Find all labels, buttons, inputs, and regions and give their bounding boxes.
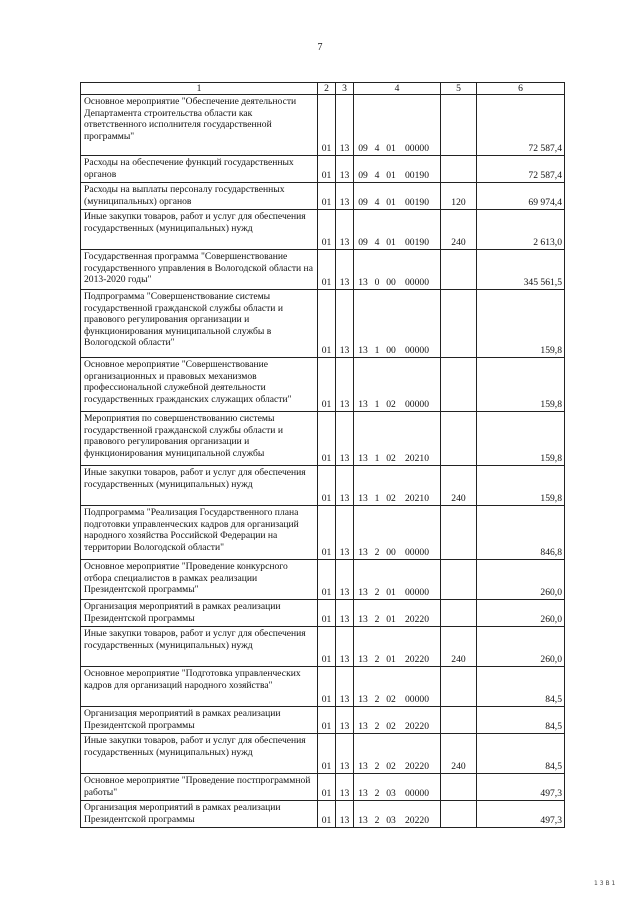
row-amount: 72 587,4 [477, 95, 565, 156]
row-col-5 [441, 600, 477, 627]
row-col-5 [441, 358, 477, 412]
row-col-3: 13 [336, 734, 354, 774]
row-col-2: 01 [318, 250, 336, 290]
row-amount: 345 561,5 [477, 250, 565, 290]
row-amount: 260,0 [477, 627, 565, 667]
row-col-3: 13 [336, 506, 354, 560]
row-col-3: 13 [336, 156, 354, 183]
row-amount: 84,5 [477, 667, 565, 707]
code-part: 01 [386, 237, 396, 249]
code-part: 00000 [405, 587, 429, 599]
code-part: 09 [358, 170, 368, 182]
row-name: Иные закупки товаров, работ и услуг для обеспечения государственных (муниципальных) нужд [81, 210, 318, 250]
row-col-2: 01 [318, 707, 336, 734]
row-col-5 [441, 774, 477, 801]
row-amount: 846,8 [477, 506, 565, 560]
row-col-3: 13 [336, 412, 354, 466]
code-part: 20210 [405, 453, 429, 465]
table-row [81, 290, 565, 358]
table-row [81, 183, 565, 210]
code-part: 03 [386, 788, 396, 800]
row-name: Мероприятия по совершенствованию системы государственной гражданской службы области и правового регулирования организации и функционирования муниципальной службы [81, 412, 318, 466]
row-col-5 [441, 412, 477, 466]
code-part: 09 [358, 197, 368, 209]
code-part: 01 [386, 170, 396, 182]
row-amount: 260,0 [477, 560, 565, 600]
code-part: 2 [374, 694, 380, 706]
row-name: Государственная программа "Совершенствование государственного управления в Вологодской области на 2013-2020 годы" [81, 250, 318, 290]
row-col-5: 240 [441, 210, 477, 250]
table-row [81, 358, 565, 412]
row-col-5 [441, 156, 477, 183]
code-part: 20220 [405, 721, 429, 733]
row-col-2: 01 [318, 627, 336, 667]
code-part: 13 [358, 694, 368, 706]
row-col-5 [441, 560, 477, 600]
code-part: 4 [374, 170, 380, 182]
code-part: 00000 [405, 399, 429, 411]
header-cell-4: 4 [354, 83, 441, 95]
code-part: 13 [358, 345, 368, 357]
header-cell-1: 1 [81, 83, 318, 95]
code-part: 02 [386, 399, 396, 411]
row-code [354, 801, 441, 828]
row-col-5: 240 [441, 627, 477, 667]
code-part: 2 [374, 815, 380, 827]
code-part: 1 [374, 453, 380, 465]
row-col-3: 13 [336, 801, 354, 828]
row-col-3: 13 [336, 95, 354, 156]
code-part: 00 [386, 277, 396, 289]
code-part: 4 [374, 197, 380, 209]
code-part: 00 [386, 547, 396, 559]
table-row [81, 734, 565, 774]
row-amount: 72 587,4 [477, 156, 565, 183]
code-part: 00 [386, 345, 396, 357]
code-part: 13 [358, 654, 368, 666]
code-part: 2 [374, 587, 380, 599]
code-part: 02 [386, 493, 396, 505]
table-row [81, 560, 565, 600]
code-part: 2 [374, 547, 380, 559]
row-col-2: 01 [318, 183, 336, 210]
code-part: 13 [358, 493, 368, 505]
table-row [81, 506, 565, 560]
code-part: 20210 [405, 493, 429, 505]
code-part: 13 [358, 547, 368, 559]
row-col-3: 13 [336, 667, 354, 707]
row-name: Расходы на выплаты персоналу государственных (муниципальных) органов [81, 183, 318, 210]
code-part: 00190 [405, 170, 429, 182]
row-code [354, 774, 441, 801]
table-row [81, 156, 565, 183]
row-amount: 159,8 [477, 358, 565, 412]
row-code [354, 250, 441, 290]
row-amount: 2 613,0 [477, 210, 565, 250]
row-amount: 69 974,4 [477, 183, 565, 210]
code-part: 4 [374, 237, 380, 249]
row-col-2: 01 [318, 600, 336, 627]
table-row [81, 210, 565, 250]
row-code [354, 210, 441, 250]
code-part: 02 [386, 721, 396, 733]
code-part: 2 [374, 788, 380, 800]
row-col-2: 01 [318, 801, 336, 828]
row-name: Основное мероприятие "Подготовка управленческих кадров для организаций народного хозяйства" [81, 667, 318, 707]
table-row [81, 250, 565, 290]
row-col-5 [441, 667, 477, 707]
row-code [354, 560, 441, 600]
row-col-5: 120 [441, 183, 477, 210]
row-amount: 260,0 [477, 600, 565, 627]
code-part: 02 [386, 453, 396, 465]
table-row [81, 466, 565, 506]
code-part: 03 [386, 815, 396, 827]
row-col-3: 13 [336, 290, 354, 358]
code-part: 20220 [405, 614, 429, 626]
row-code [354, 156, 441, 183]
row-code [354, 600, 441, 627]
row-amount: 159,8 [477, 412, 565, 466]
code-part: 13 [358, 453, 368, 465]
row-code [354, 734, 441, 774]
row-col-5 [441, 801, 477, 828]
row-name: Основное мероприятие "Обеспечение деятельности Департамента строительства области как ответственного исполнителя государственной программы" [81, 95, 318, 156]
row-name: Организация мероприятий в рамках реализации Президентской программы [81, 707, 318, 734]
code-part: 2 [374, 654, 380, 666]
row-col-3: 13 [336, 560, 354, 600]
code-part: 01 [386, 587, 396, 599]
row-name: Иные закупки товаров, работ и услуг для обеспечения государственных (муниципальных) нужд [81, 627, 318, 667]
row-col-3: 13 [336, 774, 354, 801]
row-name: Основное мероприятие "Проведение постпрограммной работы" [81, 774, 318, 801]
code-part: 00190 [405, 237, 429, 249]
row-amount: 497,3 [477, 801, 565, 828]
row-col-3: 13 [336, 466, 354, 506]
row-col-2: 01 [318, 290, 336, 358]
table-row [81, 707, 565, 734]
header-cell-6: 6 [477, 83, 565, 95]
row-col-2: 01 [318, 560, 336, 600]
row-amount: 497,3 [477, 774, 565, 801]
code-part: 00000 [405, 547, 429, 559]
code-part: 4 [374, 143, 380, 155]
table-row [81, 627, 565, 667]
row-amount: 159,8 [477, 466, 565, 506]
code-part: 0 [374, 277, 380, 289]
code-part: 2 [374, 614, 380, 626]
code-part: 20220 [405, 654, 429, 666]
row-col-2: 01 [318, 466, 336, 506]
code-part: 13 [358, 399, 368, 411]
code-part: 13 [358, 277, 368, 289]
code-part: 09 [358, 237, 368, 249]
row-code [354, 183, 441, 210]
code-part: 13 [358, 614, 368, 626]
row-col-5 [441, 707, 477, 734]
row-col-2: 01 [318, 774, 336, 801]
row-code [354, 667, 441, 707]
row-col-2: 01 [318, 210, 336, 250]
row-name: Подпрограмма "Совершенствование системы государственной гражданской службы области и правового регулирования организации и функционирования муниципальной службы в Вологодской области" [81, 290, 318, 358]
row-col-5: 240 [441, 466, 477, 506]
row-code [354, 627, 441, 667]
row-col-3: 13 [336, 250, 354, 290]
row-name: Организация мероприятий в рамках реализации Президентской программы [81, 801, 318, 828]
row-name: Подпрограмма "Реализация Государственного плана подготовки управленческих кадров для организаций народного хозяйства Российской Федерации на территории Вологодской области" [81, 506, 318, 560]
table-row [81, 412, 565, 466]
row-code [354, 466, 441, 506]
row-col-5 [441, 250, 477, 290]
code-part: 13 [358, 788, 368, 800]
header-cell-3: 3 [336, 83, 354, 95]
code-part: 13 [358, 587, 368, 599]
code-part: 01 [386, 654, 396, 666]
code-part: 1 [374, 399, 380, 411]
code-part: 13 [358, 761, 368, 773]
code-part: 01 [386, 197, 396, 209]
code-part: 00000 [405, 788, 429, 800]
row-code [354, 506, 441, 560]
row-col-3: 13 [336, 627, 354, 667]
row-code [354, 707, 441, 734]
code-part: 13 [358, 815, 368, 827]
row-code [354, 95, 441, 156]
table-row [81, 801, 565, 828]
table-row [81, 600, 565, 627]
footer-mark: 1 3 В 1 [594, 880, 616, 887]
row-col-3: 13 [336, 600, 354, 627]
table-row [81, 774, 565, 801]
code-part: 2 [374, 761, 380, 773]
row-col-2: 01 [318, 506, 336, 560]
row-col-3: 13 [336, 358, 354, 412]
row-name: Иные закупки товаров, работ и услуг для обеспечения государственных (муниципальных) нужд [81, 734, 318, 774]
row-col-5 [441, 290, 477, 358]
row-col-3: 13 [336, 210, 354, 250]
code-part: 20220 [405, 761, 429, 773]
code-part: 01 [386, 143, 396, 155]
code-part: 1 [374, 345, 380, 357]
row-col-3: 13 [336, 707, 354, 734]
row-name: Организация мероприятий в рамках реализации Президентской программы [81, 600, 318, 627]
row-name: Основное мероприятие "Проведение конкурсного отбора специалистов в рамках реализации Президентской программы" [81, 560, 318, 600]
code-part: 02 [386, 761, 396, 773]
row-name: Иные закупки товаров, работ и услуг для обеспечения государственных (муниципальных) нужд [81, 466, 318, 506]
row-col-2: 01 [318, 156, 336, 183]
row-amount: 159,8 [477, 290, 565, 358]
row-col-2: 01 [318, 667, 336, 707]
row-name: Основное мероприятие "Совершенствование организационных и правовых механизмов профессиональной служебной деятельности государственных гражданских служащих области" [81, 358, 318, 412]
row-col-2: 01 [318, 412, 336, 466]
code-part: 1 [374, 493, 380, 505]
row-name: Расходы на обеспечение функций государственных органов [81, 156, 318, 183]
table-row [81, 667, 565, 707]
row-col-5 [441, 506, 477, 560]
page-number: 7 [317, 42, 323, 53]
code-part: 00000 [405, 277, 429, 289]
row-col-2: 01 [318, 358, 336, 412]
code-part: 2 [374, 721, 380, 733]
row-col-3: 13 [336, 183, 354, 210]
code-part: 00000 [405, 345, 429, 357]
code-part: 01 [386, 614, 396, 626]
row-col-2: 01 [318, 734, 336, 774]
code-part: 00190 [405, 197, 429, 209]
row-col-5 [441, 95, 477, 156]
row-code [354, 358, 441, 412]
code-part: 13 [358, 721, 368, 733]
code-part: 02 [386, 694, 396, 706]
table-row [81, 95, 565, 156]
code-part: 00000 [405, 694, 429, 706]
code-part: 09 [358, 143, 368, 155]
row-amount: 84,5 [477, 734, 565, 774]
row-col-2: 01 [318, 95, 336, 156]
code-part: 20220 [405, 815, 429, 827]
row-code [354, 412, 441, 466]
header-cell-5: 5 [441, 83, 477, 95]
budget-table [80, 82, 565, 828]
header-row [81, 83, 565, 95]
code-part: 00000 [405, 143, 429, 155]
row-col-5: 240 [441, 734, 477, 774]
row-amount: 84,5 [477, 707, 565, 734]
header-cell-2: 2 [318, 83, 336, 95]
row-code [354, 290, 441, 358]
